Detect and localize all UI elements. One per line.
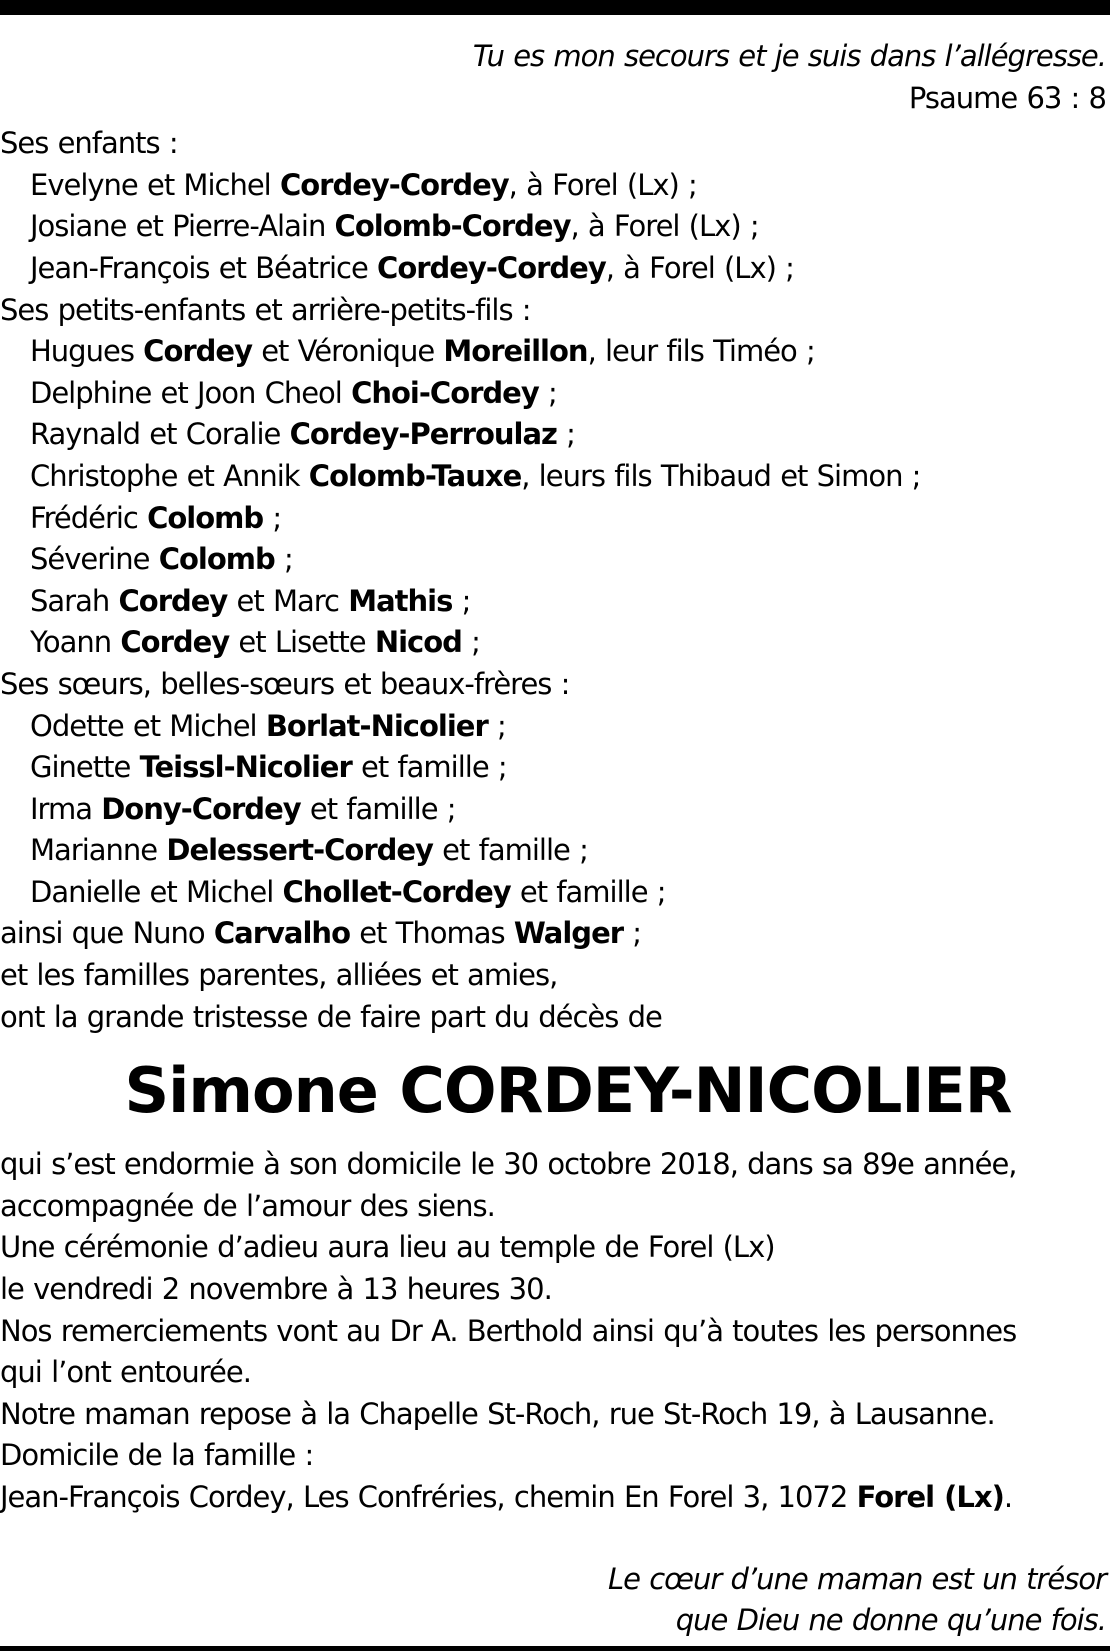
entry-text: et Marc [227,583,349,618]
sibling-entry [0,872,1106,914]
family-name: Choi-Cordey [351,375,539,410]
body-line: Une cérémonie d’adieu aura lieu au temple de Forel (Lx) [0,1230,775,1265]
entry-text: Yoann [30,625,121,660]
entry-text: Ginette [30,750,140,785]
epigraph [0,36,1106,119]
family-name: Colomb [158,542,275,577]
child-entry [0,206,1106,248]
closing-line: que Dieu ne donne qu’une fois. [675,1603,1106,1638]
family-name: Colomb [147,500,264,535]
family-name: Cordey [120,625,230,660]
family-name: Colomb-Tauxe [308,458,522,493]
entry-text: et Lisette [229,625,375,660]
sibling-entry [0,830,1106,872]
entry-text: , leurs fils Thibaud et Simon ; [521,458,921,493]
body-line: Nos remerciements vont au Dr A. Berthold ainsi qu’à toutes les personnes [0,1313,1017,1348]
child-entry [0,248,1106,290]
sibling-entry [0,747,1106,789]
body-line: qui l’ont entourée. [0,1355,251,1390]
epigraph-reference: Psaume 63 : 8 [908,80,1106,115]
entry-text: et famille ; [510,874,666,909]
entry-text: Hugues [30,334,144,369]
grandchild-entry [0,414,1106,456]
entry-text: Marianne [30,833,167,868]
epigraph-verse: Tu es mon secours et je suis dans l’allégresse. [472,39,1106,73]
closing-line: Le cœur d’une maman est un trésor [607,1561,1106,1596]
grandchild-entry [0,331,1106,373]
entry-text: Séverine [30,542,159,577]
entry-text: ; [263,500,282,535]
entry-text: et famille ; [300,791,456,826]
grandchild-entry [0,622,1106,664]
body-line: qui s’est endormie à son domicile le 30 octobre 2018, dans sa 89e année, [0,1147,1017,1182]
family-name: Walger [513,916,624,951]
entry-text: et Véronique [252,334,444,369]
entry-text: Josiane et Pierre-Alain [30,209,335,244]
bottom-border-rule [0,1646,1110,1651]
grandchild-entry [0,539,1106,581]
address-text: . [1003,1480,1013,1514]
family-name: Delessert-Cordey [166,833,433,868]
entry-text: Odette et Michel [30,708,266,743]
family-name: Cordey-Perroulaz [289,417,557,452]
entry-text: et famille ; [432,833,588,868]
entry-text: Frédéric [30,500,148,535]
closing-quote [0,1559,1106,1642]
entry-text: Jean-François et Béatrice [30,250,378,285]
grandchild-entry [0,456,1106,498]
entry-text: ; [623,916,642,951]
families-line: et les familles parentes, alliées et amies, [0,958,558,993]
family-name: Borlat-Nicolier [265,708,488,743]
entry-text: , leur fils Timéo ; [587,334,815,369]
family-name: Mathis [348,583,453,618]
grandchild-entry [0,498,1106,540]
entry-text: , à Forel (Lx) ; [605,250,794,285]
grandchild-entry [0,373,1106,415]
body-line: Notre maman repose à la Chapelle St-Roch, rue St-Roch 19, à Lausanne. [0,1396,995,1431]
entry-text: ; [538,375,557,410]
others-line [0,913,1106,955]
siblings-heading: Ses sœurs, belles-sœurs et beaux-frères : [0,666,570,701]
children-heading: Ses enfants : [0,126,178,161]
family-name: Colomb-Cordey [334,209,571,244]
entry-text: ; [461,625,480,660]
family-name: Cordey-Cordey [279,167,509,202]
entry-text: ; [487,708,506,743]
family-name: Cordey [118,583,228,618]
family-name: Dony-Cordey [101,791,301,826]
entry-text: Irma [30,791,102,826]
family-name: Carvalho [213,916,350,951]
entry-text: Sarah [30,583,119,618]
family-name: Teissl-Nicolier [139,750,352,785]
entry-text: Raynald et Coralie [30,417,290,452]
family-name: Chollet-Cordey [282,874,511,909]
entry-text: ainsi que Nuno [0,916,214,951]
entry-text: Evelyne et Michel [30,167,280,202]
entry-text: , à Forel (Lx) ; [508,167,697,202]
obituary-notice [0,36,1106,1642]
body-line: le vendredi 2 novembre à 13 heures 30. [0,1272,552,1307]
body-line: Domicile de la famille : [0,1438,314,1473]
family-address [0,1477,1106,1519]
announcement-line: ont la grande tristesse de faire part du décès de [0,999,662,1034]
entry-text: et famille ; [351,750,507,785]
entry-text: ; [556,417,575,452]
deceased-name: Simone CORDEY-NICOLIER [124,1054,1012,1128]
child-entry [0,165,1106,207]
body-line: accompagnée de l’amour des siens. [0,1188,495,1223]
entry-text: Delphine et Joon Cheol [30,375,352,410]
entry-text: Christophe et Annik [30,458,309,493]
entry-text: ; [274,542,293,577]
entry-text: ; [452,583,471,618]
grandchild-entry [0,581,1106,623]
grandchildren-heading: Ses petits-enfants et arrière-petits-fils : [0,292,531,327]
address-text: Jean-François Cordey, Les Confréries, chemin En Forel 3, 1072 [0,1480,857,1514]
entry-text: Danielle et Michel [30,874,283,909]
sibling-entry [0,706,1106,748]
family-name: Cordey-Cordey [377,250,606,285]
family-name: Nicod [374,625,462,660]
family-name: Cordey [143,334,252,369]
address-place: Forel (Lx) [856,1480,1004,1514]
entry-text: , à Forel (Lx) ; [570,209,759,244]
sibling-entry [0,789,1106,831]
family-name: Moreillon [443,334,588,369]
top-border-rule [0,0,1110,15]
entry-text: et Thomas [350,916,514,951]
